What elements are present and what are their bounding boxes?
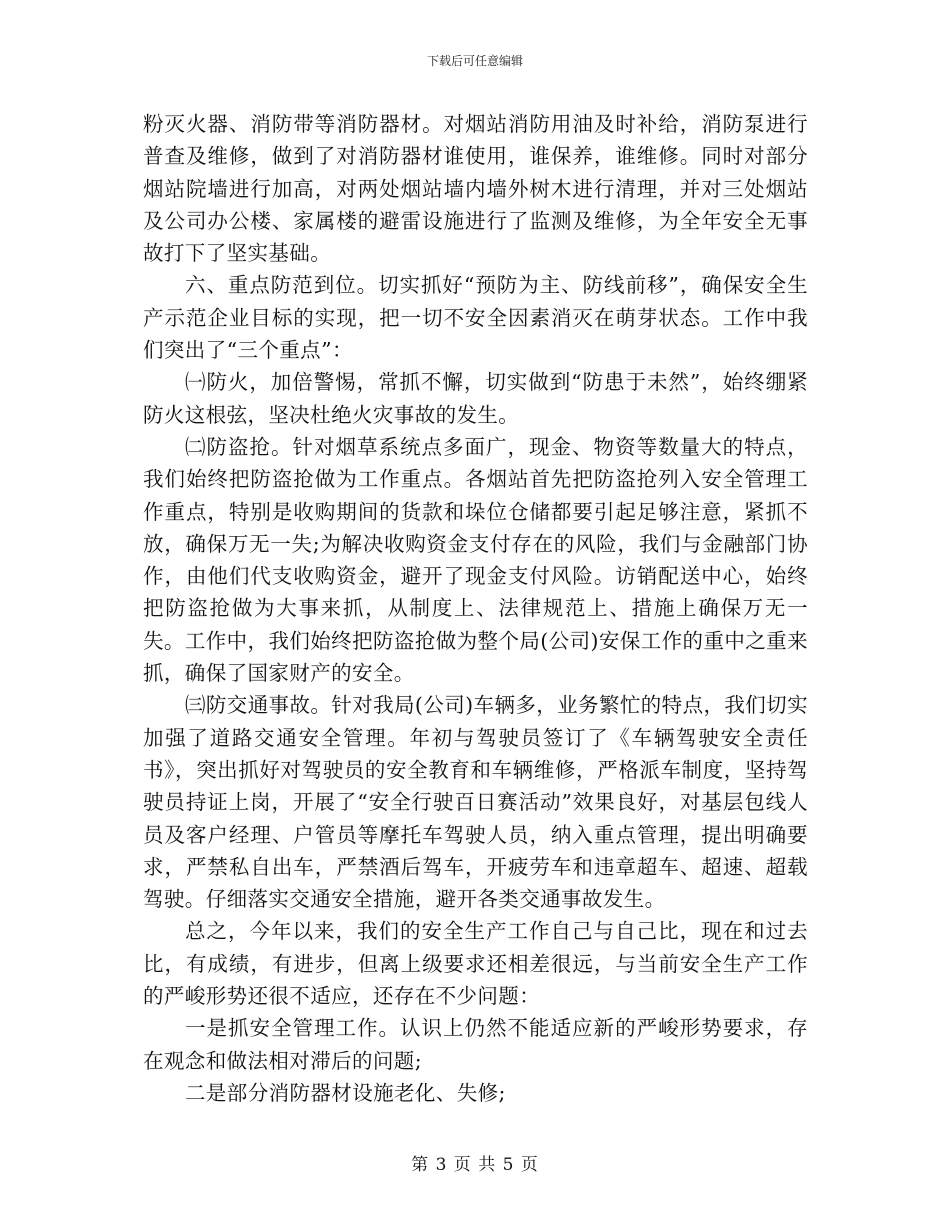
paragraph-fire-prevention: ㈠防火，加倍警惕，常抓不懈，切实做到“防患于未然”，始终绷紧防火这根弦，坚决杜绝火灾事故的发生。 — [143, 370, 808, 427]
paragraph-traffic-safety: ㈢防交通事故。针对我局(公司)车辆多，业务繁忙的特点，我们切实加强了道路交通安全管理。年初与驾驶员签订了《车辆驾驶安全责任书》，突出抓好对驾驶员的安全教育和车辆维修，严格派车制度，坚持驾驶员持证上岗，开展了“安全行驶百日赛活动”效果良好，对基层包线人员及客户经理、户管员等摩托车驾驶人员，纳入重点管理，提出明确要求，严禁私自出车，严禁酒后驾车，开疲劳车和违章超车、超速、超载驾驶。仔细落实交通安全措施，避开各类交通事故发生。 — [143, 693, 808, 912]
paragraph-section-six: 六、重点防范到位。切实抓好“预防为主、防线前移”，确保安全生产示范企业目标的实现，把一切不安全因素消灭在萌芽状态。工作中我们突出了“三个重点”： — [143, 273, 808, 363]
paragraph-summary: 总之，今年以来，我们的安全生产工作自己与自己比，现在和过去比，有成绩，有进步，但离上级要求还相差很远，与当前安全生产工作的严峻形势还很不适应，还存在不少问题： — [143, 919, 808, 1009]
document-body — [143, 108, 808, 1109]
paragraph-problem-one: 一是抓安全管理工作。认识上仍然不能适应新的严峻形势要求，存在观念和做法相对滞后的问题; — [143, 1016, 808, 1073]
paragraph-problem-two: 二是部分消防器材设施老化、失修; — [185, 1080, 506, 1105]
paragraph-continuation: 粉灭火器、消防带等消防器材。对烟站消防用油及时补给，消防泵进行普查及维修，做到了对消防器材谁使用，谁保养，谁维修。同时对部分烟站院墙进行加高，对两处烟站墙内墙外树木进行清理，并对三处烟站及公司办公楼、家属楼的避雷设施进行了监测及维修，为全年安全无事故打下了坚实基础。 — [143, 112, 808, 266]
page-header: 下载后可任意编辑 — [426, 54, 523, 68]
page-number: 第 3 页 共 5 页 — [411, 1155, 539, 1175]
paragraph-theft-prevention: ㈡防盗抢。针对烟草系统点多面广，现金、物资等数量大的特点，我们始终把防盗抢做为工作重点。各烟站首先把防盗抢列入安全管理工作重点，特别是收购期间的货款和垛位仓储都要引起足够注意，紧抓不放，确保万无一失;为解决收购资金支付存在的风险，我们与金融部门协作，由他们代支收购资金，避开了现金支付风险。访销配送中心，始终把防盗抢做为大事来抓，从制度上、法律规范上、措施上确保万无一失。工作中，我们始终把防盗抢做为整个局(公司)安保工作的重中之重来抓，确保了国家财产的安全。 — [143, 434, 808, 686]
